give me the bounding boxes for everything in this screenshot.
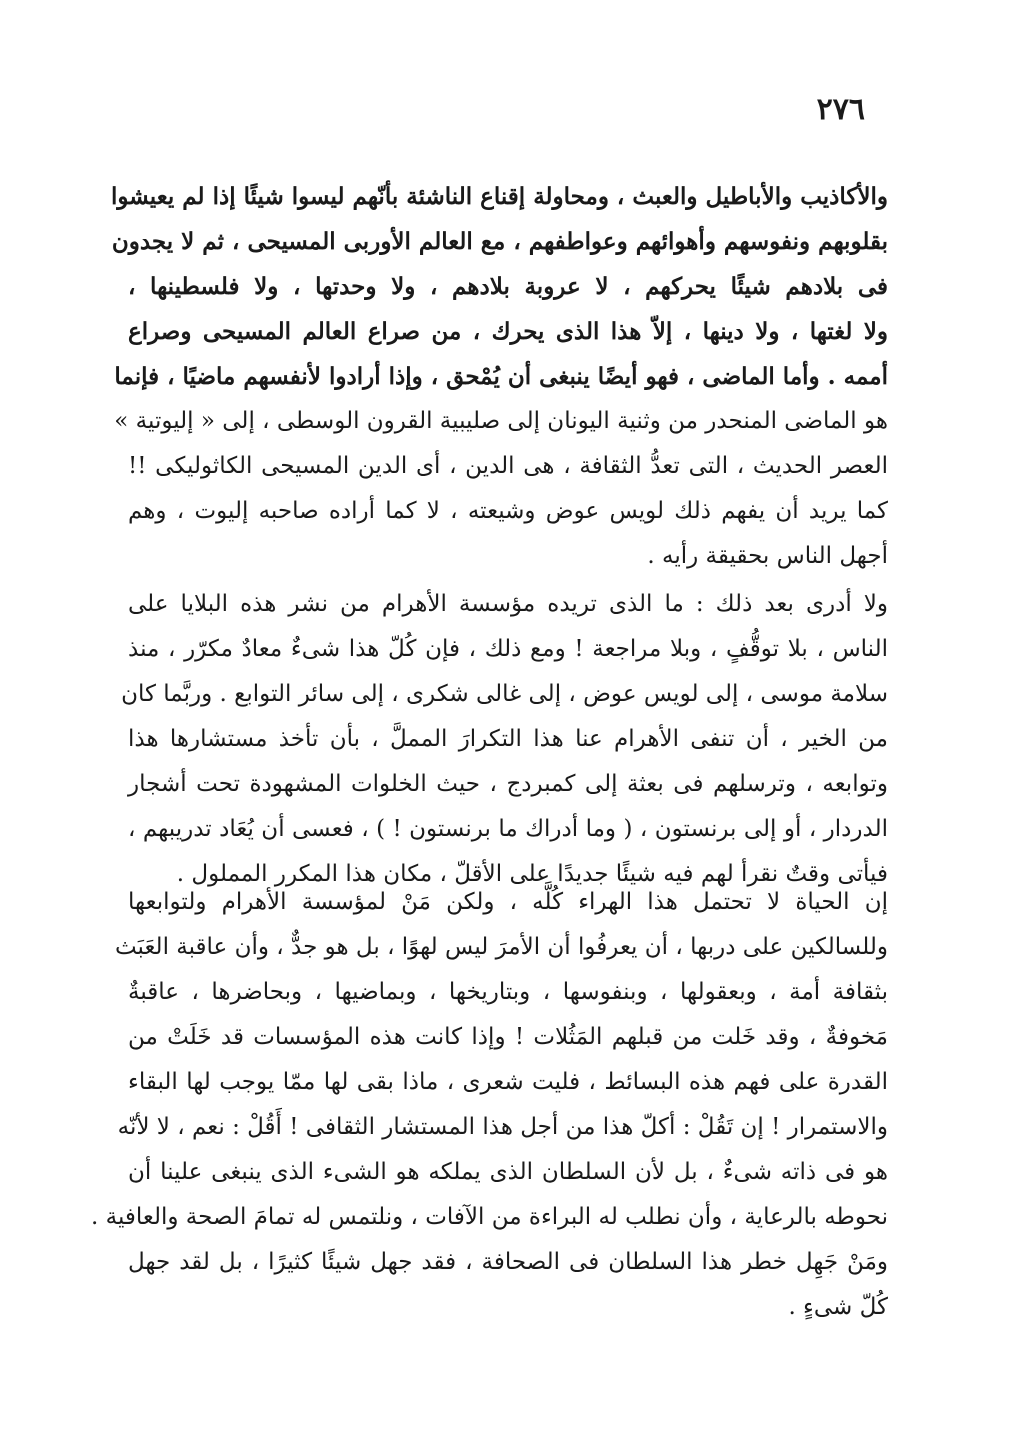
text-line: وللسالكين على دربها ، أن يعرفُوا أن الأمرَ ليس لهوًا ، بل هو جدٌّ ، وأن عاقبة العَبَث: [114, 934, 888, 960]
text-line: من الخير ، أن تنفى الأهرام عنا هذا التكرارَ المملَّ ، بأن تأخذ مستشارها هذا: [128, 726, 888, 752]
paragraph-1: [111, 174, 888, 579]
paragraph-2: [121, 582, 888, 897]
text-line: هو فى ذاته شىءٌ ، بل لأن السلطان الذى يملكه هو الشىء الذى ينبغى علينا أن: [128, 1159, 888, 1185]
text-line: والاستمرار ! إن تَقُلْ : أكلّ هذا من أجل هذا المستشار الثقافى ! أَقُلْ : نعم ، لا لأنّه: [117, 1114, 888, 1140]
text-line: سلامة موسى ، إلى لويس عوض ، إلى غالى شكرى ، إلى سائر التوابع . وربَّما كان: [121, 681, 888, 707]
text-line: بثقافة أمة ، وبعقولها ، وبنفوسها ، وبتاريخها ، وبماضيها ، وبحاضرها ، عاقبةٌ: [128, 979, 888, 1005]
text-line: إن الحياة لا تحتمل هذا الهراء كُلَّه ، ولكن مَنْ لمؤسسة الأهرام ولتوابعها: [128, 889, 888, 915]
text-line: أممه . وأما الماضى ، فهو أيضًا ينبغى أن يُمْحق ، وإذا أرادوا لأنفسهم ماضيًا ، فإنما: [114, 363, 888, 390]
text-line: كُلّ شىءٍ .: [788, 1294, 888, 1320]
text-line: فيأتى وقتٌ نقرأ لهم فيه شيئًا جديدًا على الأقلّ ، مكان هذا المكرر المملول .: [176, 861, 888, 887]
text-line: هو الماضى المنحدر من وثنية اليونان إلى صليبية القرون الوسطى ، إلى « إليوتية »: [114, 408, 888, 434]
text-line: كما يريد أن يفهم ذلك لويس عوض وشيعته ، لا كما أراده صاحبه إليوت ، وهم: [128, 498, 888, 524]
text-line: ولا أدرى بعد ذلك : ما الذى تريده مؤسسة الأهرام من نشر هذه البلايا على: [128, 591, 888, 617]
page-number: ٢٧٦: [816, 92, 865, 127]
text-line: نحوطه بالرعاية ، وأن نطلب له البراءة من الآفات ، ونلتمس له تمامَ الصحة والعافية .: [91, 1204, 888, 1230]
text-line: وتوابعه ، وترسلهم فى بعثة إلى كمبردج ، حيث الخلوات المشهودة تحت أشجار: [128, 771, 888, 797]
text-line: الدردار ، أو إلى برنستون ، ( وما أدراك ما برنستون ! ) ، فعسى أن يُعَاد تدريبهم ،: [128, 816, 888, 842]
text-line: الناس ، بلا توقُّفٍ ، وبلا مراجعة ! ومع ذلك ، فإن كُلّ هذا شىءٌ معادٌ مكرّر ، منذ: [128, 636, 888, 662]
text-line: ولا لغتها ، ولا دينها ، إلاّ هذا الذى يحرك ، من صراع العالم المسيحى وصراع: [128, 318, 888, 345]
text-line: بقلوبهم ونفوسهم وأهوائهم وعواطفهم ، مع العالم الأوربى المسيحى ، ثم لا يجدون: [111, 228, 888, 255]
text-line: والأكاذيب والأباطيل والعبث ، ومحاولة إقناع الناشئة بأنّهم ليسوا شيئًا إذا لم يعيشوا: [111, 183, 888, 210]
text-line: مَخوفةٌ ، وقد خَلت من قبلهم المَثُلات ! وإذا كانت هذه المؤسسات قد خَلَتْ من: [128, 1024, 888, 1050]
text-line: ومَنْ جَهِل خطر هذا السلطان فى الصحافة ، فقد جهل شيئًا كثيرًا ، بل لقد جهل: [128, 1249, 888, 1275]
text-line: فى بلادهم شيئًا يحركهم ، لا عروبة بلادهم ، ولا وحدتها ، ولا فلسطينها ،: [128, 273, 888, 300]
text-line: القدرة على فهم هذه البسائط ، فليت شعرى ، ماذا بقى لها ممّا يوجب لها البقاء: [128, 1069, 888, 1095]
text-line: العصر الحديث ، التى تعدُّ الثقافة ، هى الدين ، أى الدين المسيحى الكاثوليكى !!: [128, 453, 888, 479]
text-line: أجهل الناس بحقيقة رأيه .: [647, 543, 888, 569]
paragraph-3: [91, 880, 888, 1330]
